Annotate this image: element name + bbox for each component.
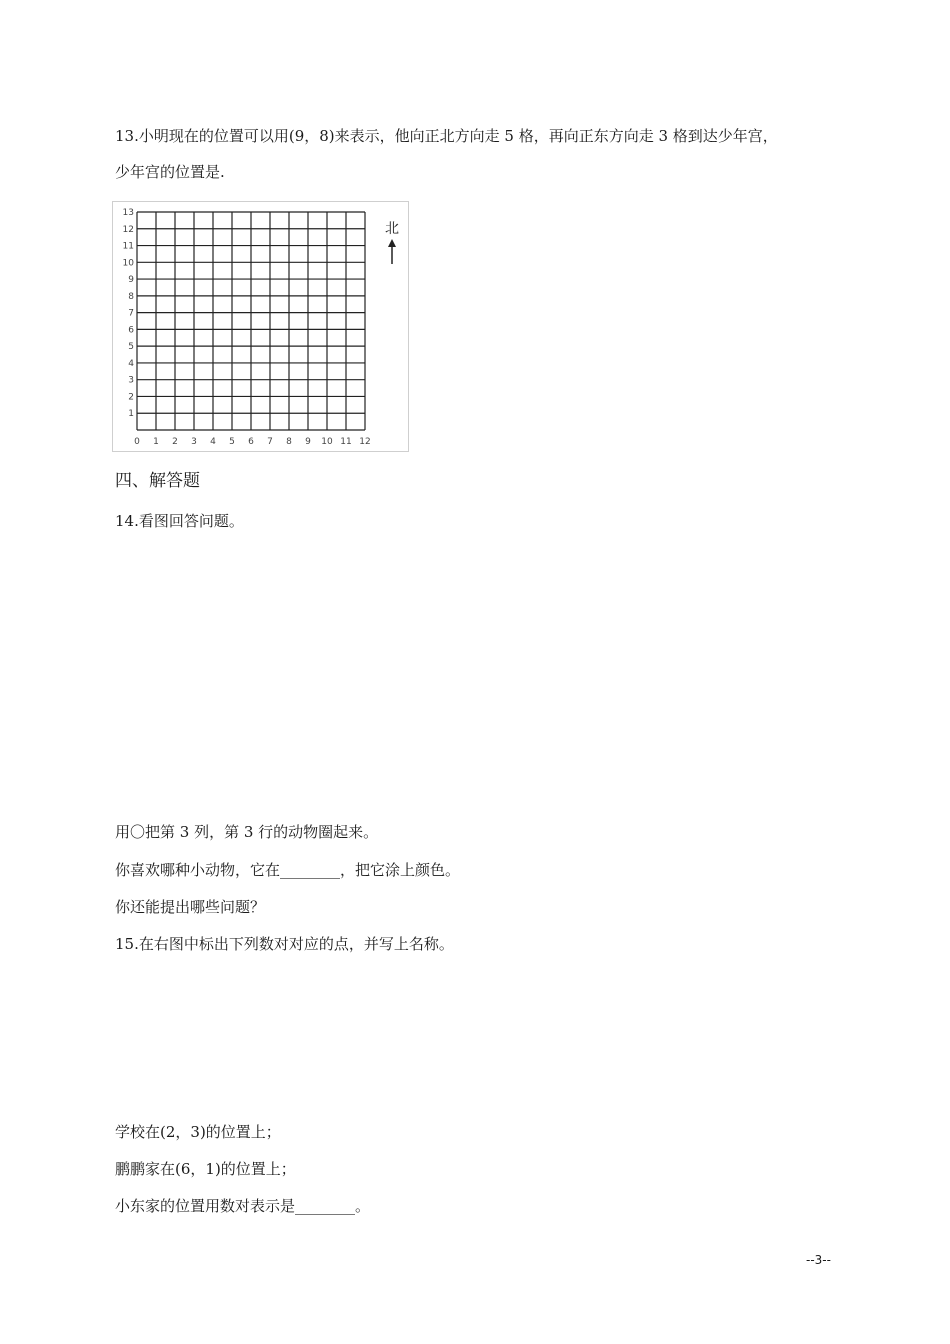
north-arrow-head-icon: [388, 239, 396, 247]
x-tick-label: 9: [305, 437, 311, 447]
x-tick-label: 7: [267, 437, 273, 447]
y-tick-label: 11: [122, 241, 134, 252]
coordinate-grid-figure: [112, 201, 409, 452]
y-tick-label: 4: [128, 358, 134, 369]
y-tick-label: 12: [122, 224, 134, 235]
q14-title: 14.看图回答问题。: [115, 512, 244, 530]
x-tick-label: 0: [134, 437, 140, 447]
q15-title: 15.在右图中标出下列数对对应的点，并写上名称。: [115, 935, 454, 953]
x-tick-label: 8: [286, 437, 292, 447]
north-label: 北: [385, 221, 399, 237]
q14-line2: 你喜欢哪种小动物，它在________，把它涂上颜色。: [115, 861, 461, 879]
y-tick-label: 1: [128, 409, 134, 420]
y-tick-label: 7: [128, 308, 134, 319]
y-tick-label: 8: [128, 291, 134, 302]
q13-line2: 少年宫的位置是.: [115, 163, 225, 181]
x-tick-label: 11: [340, 437, 352, 447]
q14-line1: 用〇把第 3 列，第 3 行的动物圈起来。: [115, 823, 379, 841]
x-tick-label: 4: [210, 437, 216, 447]
page-number: --3--: [806, 1253, 831, 1267]
x-tick-label: 5: [229, 437, 235, 447]
q14-line3: 你还能提出哪些问题？: [115, 898, 266, 916]
coordinate-grid: [113, 202, 410, 453]
y-tick-label: 13: [122, 208, 134, 218]
section-4-title: 四、解答题: [115, 471, 200, 491]
q15-line2: 鹏鹏家在(6，1)的位置上；: [115, 1160, 296, 1178]
q15-line1: 学校在(2，3)的位置上；: [115, 1123, 281, 1141]
x-tick-label: 10: [321, 437, 333, 447]
q15-line3: 小东家的位置用数对表示是________。: [115, 1197, 371, 1215]
y-tick-label: 10: [122, 258, 134, 269]
y-tick-label: 2: [128, 392, 134, 403]
q13-line1: 13.小明现在的位置可以用(9，8)来表示，他向正北方向走 5 格，再向正东方向走 3 格到达少年宫，: [115, 127, 778, 145]
x-tick-label: 1: [153, 437, 159, 447]
y-tick-label: 9: [128, 275, 134, 286]
x-tick-label: 3: [191, 437, 197, 447]
y-tick-label: 5: [128, 342, 134, 353]
y-tick-label: 3: [128, 375, 134, 386]
x-tick-label: 6: [248, 437, 254, 447]
y-tick-label: 6: [128, 325, 134, 336]
x-tick-label: 12: [359, 437, 371, 447]
x-tick-label: 2: [172, 437, 178, 447]
